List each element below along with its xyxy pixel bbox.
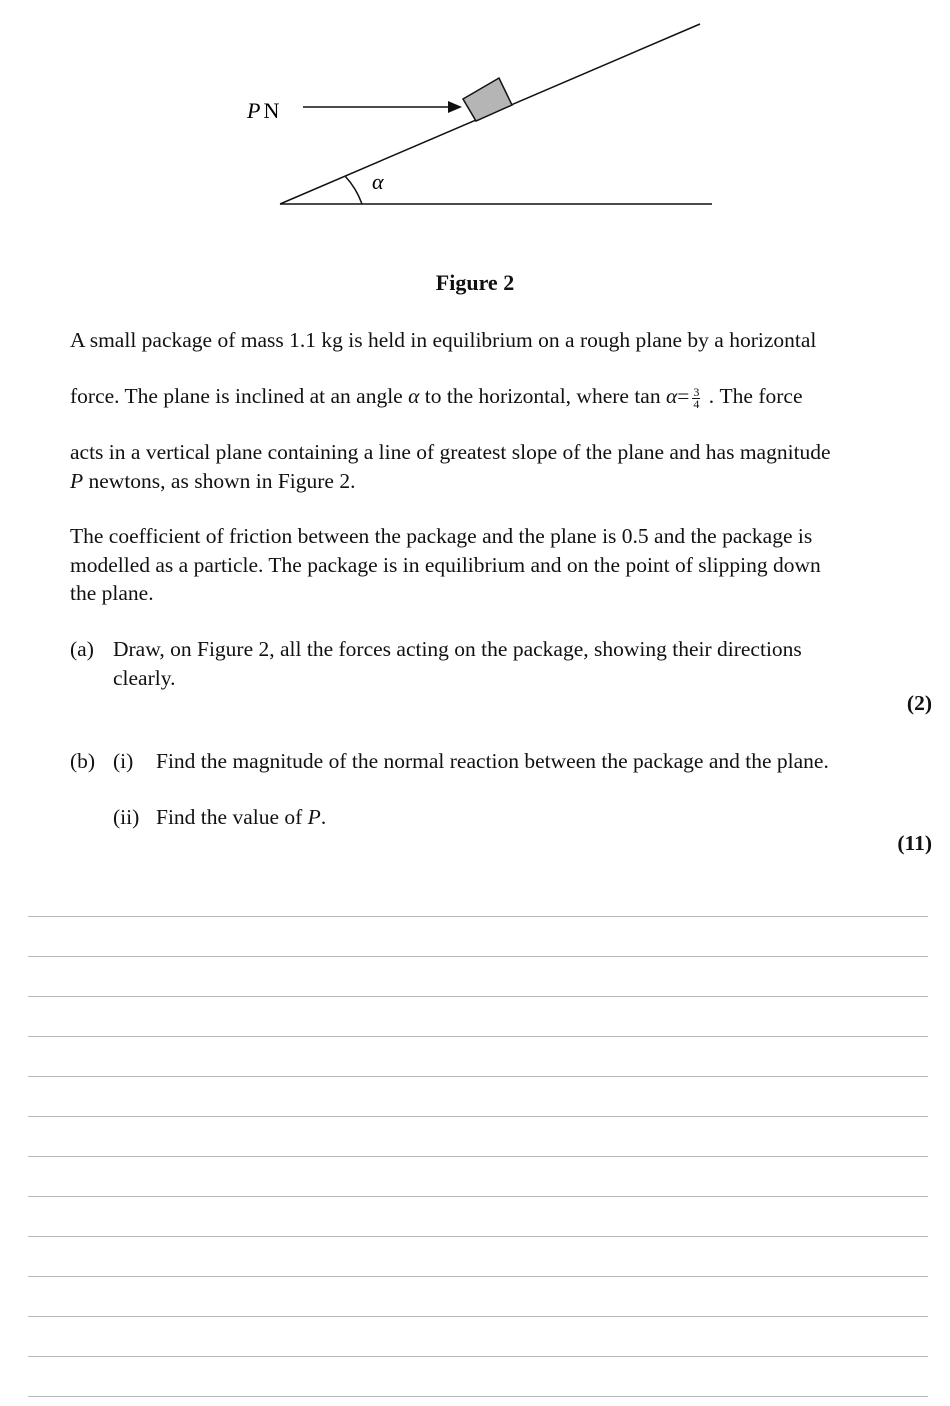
- answer-line[interactable]: [28, 996, 928, 997]
- answer-line[interactable]: [28, 1316, 928, 1317]
- question-b-part-i-text: Find the magnitude of the normal reaction between the package and the plane.: [156, 749, 829, 773]
- question-a-text: [113, 635, 932, 692]
- paragraph-line: The coefficient of friction between the package and the plane is 0.5 and the package is: [70, 524, 813, 548]
- angle-arc: [345, 176, 362, 204]
- answer-line[interactable]: [28, 1276, 928, 1277]
- question-b-part-i-label: (i): [113, 749, 134, 773]
- paragraph-line: Draw, on Figure 2, all the forces acting on the package, showing their directions: [113, 637, 802, 661]
- answer-line[interactable]: [28, 1156, 928, 1157]
- problem-paragraph-1-lines-3-4: [70, 438, 932, 495]
- answer-line[interactable]: [28, 1196, 928, 1197]
- paragraph-line: clearly.: [113, 665, 176, 690]
- figure-2-diagram: [0, 0, 950, 240]
- problem-paragraph-1: [70, 326, 932, 355]
- answer-line[interactable]: [28, 956, 928, 957]
- fraction-three-quarters: $\frac{3}{4}$: [693, 384, 700, 411]
- paragraph-line: modelled as a particle. The package is in equilibrium and on the point of slipping down: [70, 552, 821, 577]
- question-b-label: (b): [70, 749, 96, 773]
- force-label: P N: [247, 98, 280, 123]
- problem-paragraph-1-line-2: [70, 382, 932, 411]
- paragraph-line: force. The plane is inclined at an angle α to the horizontal, where tan α= $\frac{3}{4}$ . The force: [70, 384, 803, 411]
- question-b-part-ii-text: Find the value of P.: [156, 805, 327, 829]
- answer-line[interactable]: [28, 1236, 928, 1237]
- question-b-part-ii-label: (ii): [113, 805, 140, 829]
- paragraph-line: the plane.: [70, 581, 154, 605]
- answer-line[interactable]: [28, 1076, 928, 1077]
- angle-label: α: [372, 169, 384, 194]
- paragraph-line: P newtons, as shown in Figure 2.: [70, 468, 356, 493]
- package-block: [463, 78, 512, 121]
- answer-line[interactable]: [28, 1116, 928, 1117]
- answer-line[interactable]: [28, 1396, 928, 1397]
- paragraph-line: A small package of mass 1.1 kg is held in equilibrium on a rough plane by a horizontal: [70, 328, 817, 352]
- problem-paragraph-2: [70, 522, 932, 608]
- answer-line[interactable]: [28, 916, 928, 917]
- paragraph-line: acts in a vertical plane containing a line of greatest slope of the plane and has magnitude: [70, 440, 831, 464]
- figure-caption: Figure 2: [435, 270, 515, 295]
- question-a-label: (a): [70, 637, 94, 661]
- question-b-marks: (11): [897, 831, 932, 855]
- answer-line[interactable]: [28, 1036, 928, 1037]
- answer-line[interactable]: [28, 1356, 928, 1357]
- question-a-marks: (2): [906, 691, 932, 715]
- force-arrow-head: [448, 101, 462, 113]
